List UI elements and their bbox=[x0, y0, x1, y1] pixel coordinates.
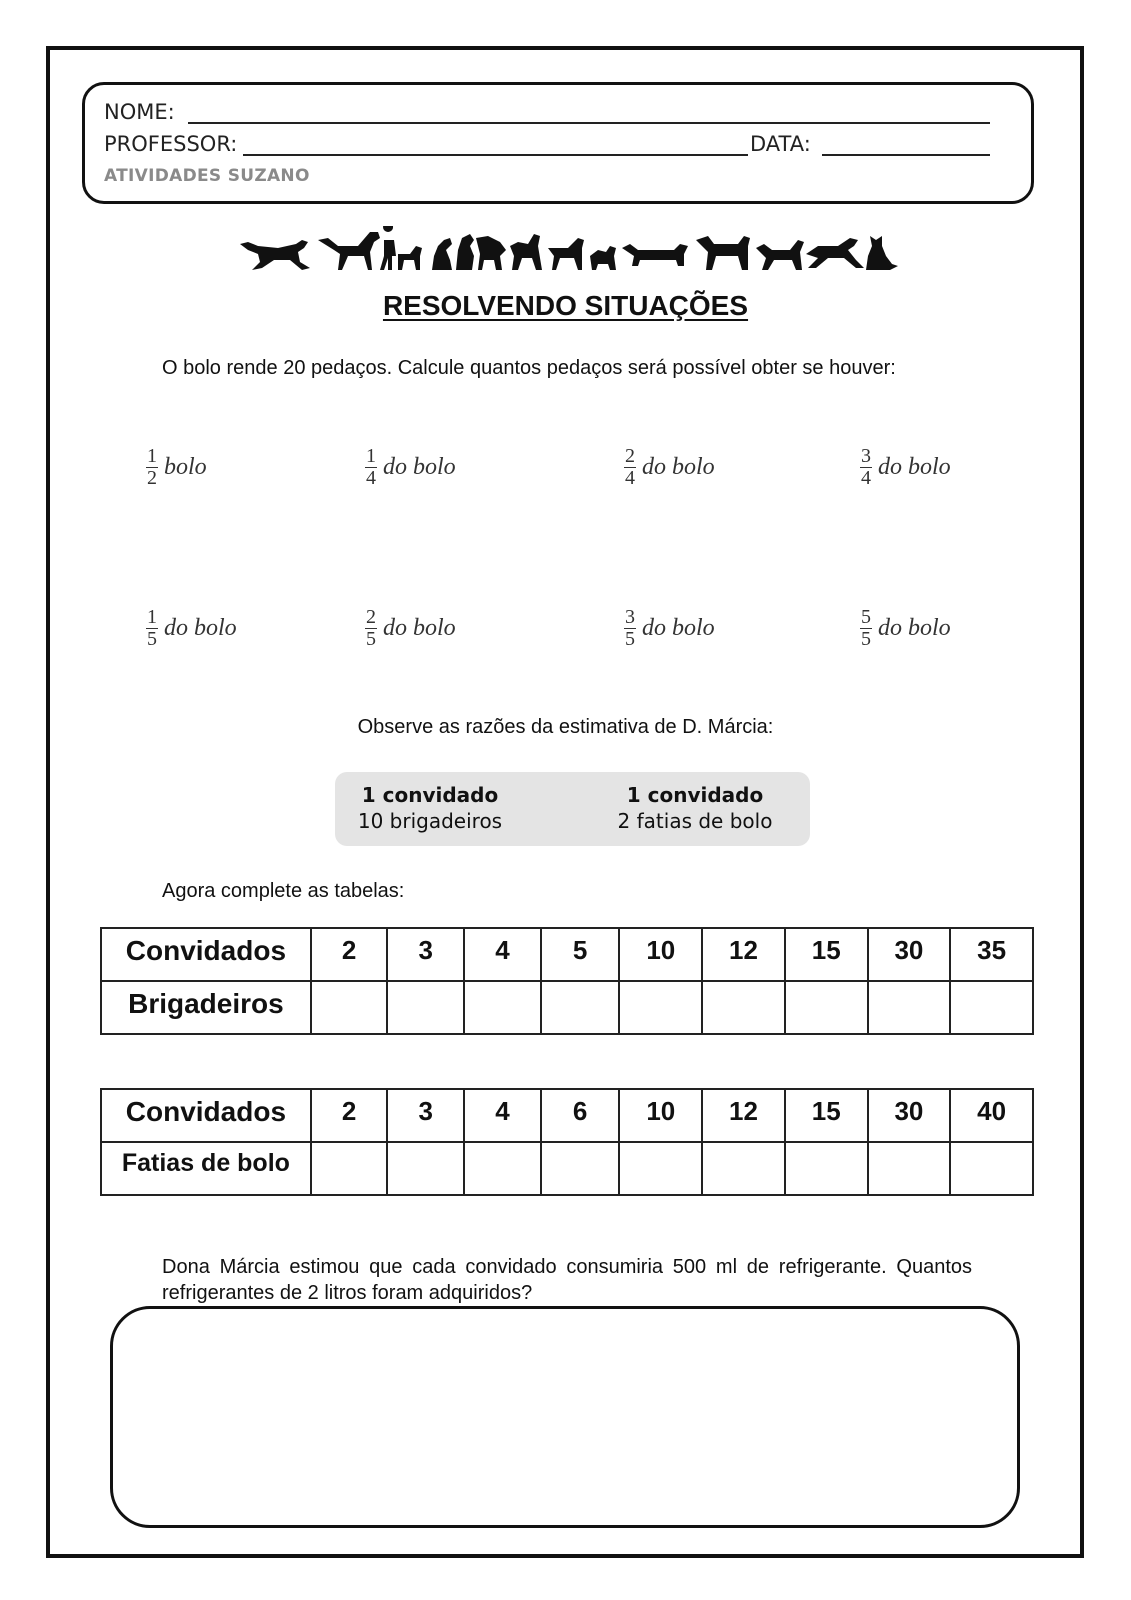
answer-cell[interactable] bbox=[311, 981, 388, 1034]
table-cell: 4 bbox=[464, 1089, 541, 1142]
table-cell: 6 bbox=[541, 1089, 620, 1142]
school-name: ATIVIDADES SUZANO bbox=[104, 166, 310, 186]
fraction-item: 1 2 bolo bbox=[147, 445, 207, 489]
table-cell: 3 bbox=[387, 1089, 464, 1142]
table-cell: 40 bbox=[950, 1089, 1033, 1142]
table-cell: 4 bbox=[464, 928, 541, 981]
answer-cell[interactable] bbox=[702, 1142, 785, 1195]
answer-cell[interactable] bbox=[619, 981, 702, 1034]
brigadeiros-table bbox=[100, 927, 1034, 1035]
fraction-item: 3 5 do bolo bbox=[625, 606, 715, 650]
teacher-field[interactable] bbox=[243, 154, 748, 156]
answer-cell[interactable] bbox=[868, 1142, 951, 1195]
answer-cell[interactable] bbox=[785, 981, 868, 1034]
fraction-item: 1 5 do bolo bbox=[147, 606, 237, 650]
answer-cell[interactable] bbox=[868, 981, 951, 1034]
answer-cell[interactable] bbox=[387, 981, 464, 1034]
row-label-convidados: Convidados bbox=[101, 1089, 311, 1142]
table-cell: 5 bbox=[541, 928, 620, 981]
page-title: RESOLVENDO SITUAÇÕES bbox=[382, 290, 749, 321]
table-row bbox=[101, 1089, 1033, 1142]
fraction-item: 3 4 do bolo bbox=[861, 445, 951, 489]
observe-text: Observe as razões da estimativa de D. Márcia: bbox=[357, 716, 774, 738]
answer-cell[interactable] bbox=[785, 1142, 868, 1195]
fraction-item: 2 4 do bolo bbox=[625, 445, 715, 489]
teacher-label: PROFESSOR: bbox=[104, 132, 238, 156]
name-label: NOME: bbox=[104, 100, 175, 124]
answer-cell[interactable] bbox=[387, 1142, 464, 1195]
name-field[interactable] bbox=[188, 122, 990, 124]
table-cell: 15 bbox=[785, 1089, 868, 1142]
answer-cell[interactable] bbox=[311, 1142, 388, 1195]
answer-cell[interactable] bbox=[702, 981, 785, 1034]
table-cell: 10 bbox=[619, 1089, 702, 1142]
date-field[interactable] bbox=[822, 154, 990, 156]
question-text: Dona Márcia estimou que cada convidado consumiria 500 ml de refrigerante. Quantos refrigerantes de 2 litros foram adquiridos? bbox=[162, 1256, 972, 1304]
answer-cell[interactable] bbox=[619, 1142, 702, 1195]
table-cell: 30 bbox=[868, 1089, 951, 1142]
table-cell: 2 bbox=[311, 928, 388, 981]
answer-cell[interactable] bbox=[541, 1142, 620, 1195]
answer-cell[interactable] bbox=[541, 981, 620, 1034]
ratio-brigadeiros: 1 convidado 10 brigadeiros bbox=[357, 783, 503, 833]
answer-cell[interactable] bbox=[950, 981, 1033, 1034]
answer-cell[interactable] bbox=[950, 1142, 1033, 1195]
table-cell: 3 bbox=[387, 928, 464, 981]
table-cell: 12 bbox=[702, 928, 785, 981]
complete-text: Agora complete as tabelas: bbox=[162, 880, 405, 902]
answer-cell[interactable] bbox=[464, 1142, 541, 1195]
fraction-item: 5 5 do bolo bbox=[861, 606, 951, 650]
table-cell: 15 bbox=[785, 928, 868, 981]
fraction-item: 1 4 do bolo bbox=[366, 445, 456, 489]
row-label-brigadeiros: Brigadeiros bbox=[101, 981, 311, 1034]
table-cell: 2 bbox=[311, 1089, 388, 1142]
table-row bbox=[101, 1142, 1033, 1195]
fraction-item: 2 5 do bolo bbox=[366, 606, 456, 650]
ratio-box bbox=[335, 772, 810, 846]
date-label: DATA: bbox=[750, 132, 811, 156]
table-cell: 12 bbox=[702, 1089, 785, 1142]
dog-silhouettes-icon bbox=[238, 226, 898, 276]
answer-cell[interactable] bbox=[464, 981, 541, 1034]
table-cell: 35 bbox=[950, 928, 1033, 981]
table-row bbox=[101, 928, 1033, 981]
answer-box[interactable] bbox=[110, 1306, 1020, 1528]
row-label-convidados: Convidados bbox=[101, 928, 311, 981]
ratio-fatias: 1 convidado 2 fatias de bolo bbox=[617, 783, 773, 833]
row-label-fatias: Fatias de bolo bbox=[101, 1142, 311, 1195]
table-cell: 30 bbox=[868, 928, 951, 981]
intro-text: O bolo rende 20 pedaços. Calcule quantos pedaços será possível obter se houver: bbox=[162, 357, 896, 379]
fatias-table bbox=[100, 1088, 1034, 1196]
table-row bbox=[101, 981, 1033, 1034]
table-cell: 10 bbox=[619, 928, 702, 981]
